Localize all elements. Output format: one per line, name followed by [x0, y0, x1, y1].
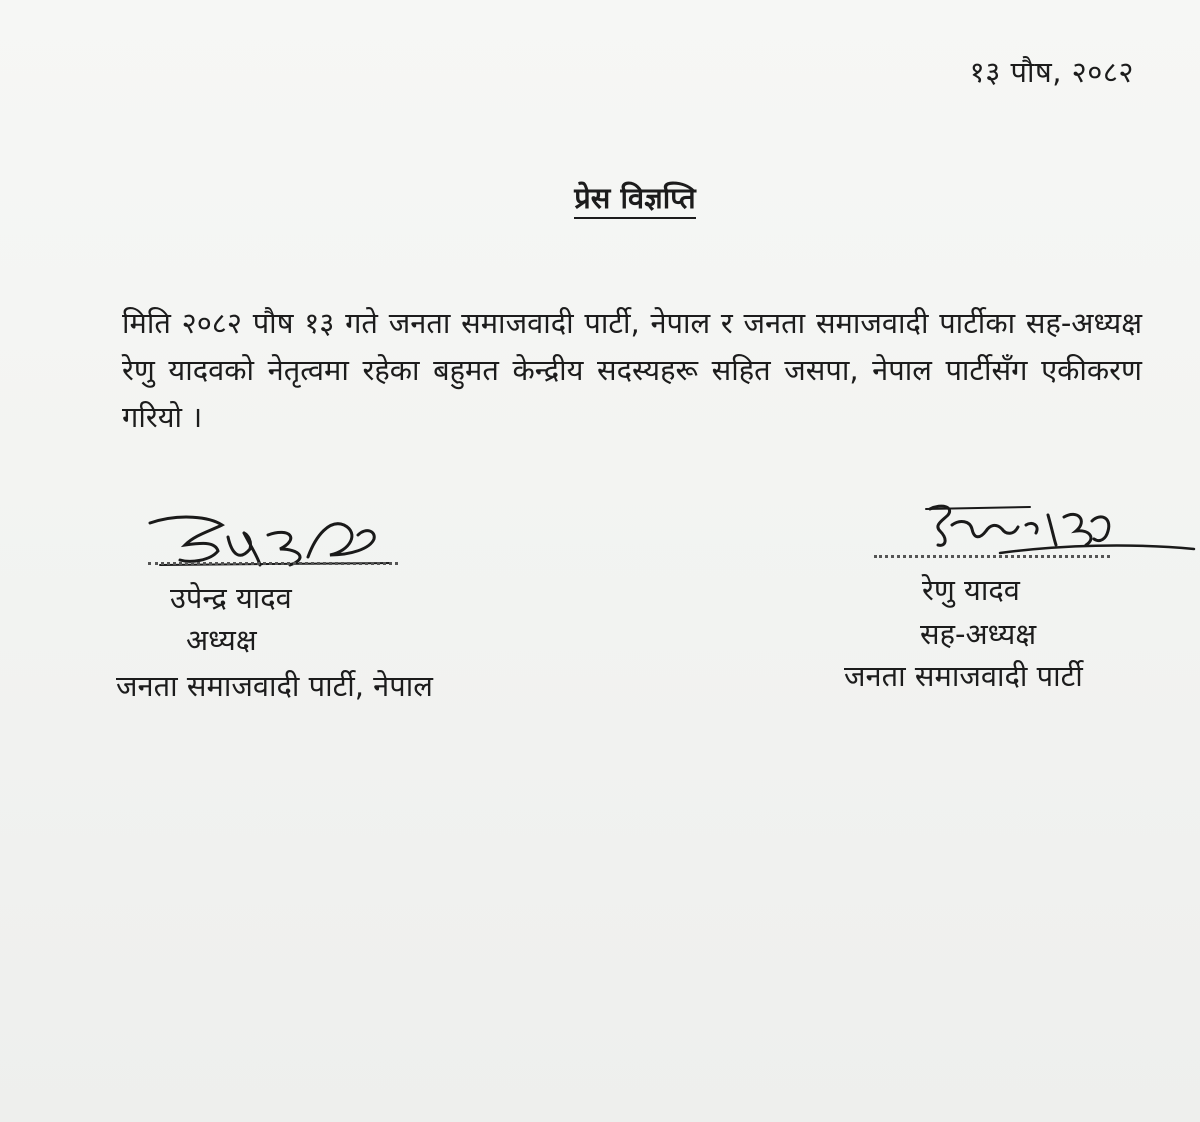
signature-left-handwriting — [140, 505, 400, 585]
document-body: मिति २०८२ पौष १३ गते जनता समाजवादी पार्टी, नेपाल र जनता समाजवादी पार्टीका सह-अध्यक्ष रेणु यादवको नेतृत्वमा रहेका बहुमत केन्द्रीय सदस्यहरू सहित जसपा, नेपाल पार्टीसँग एकीकरण गरियो । — [122, 306, 1142, 434]
document-date: १३ पौष, २०८२ — [969, 55, 1134, 89]
signatory-organization-left: जनता समाजवादी पार्टी, नेपाल — [116, 669, 433, 703]
signatory-organization-right: जनता समाजवादी पार्टी — [844, 659, 1083, 693]
document-title — [0, 178, 1200, 217]
signatory-name-left: उपेन्द्र यादव — [170, 581, 292, 615]
signature-line-left — [148, 562, 398, 565]
document-title-text: प्रेस विज्ञप्ति — [574, 181, 695, 219]
signature-line-right — [874, 555, 1110, 558]
signatory-role-right: सह-अध्यक्ष — [920, 617, 1037, 651]
signatory-name-right: रेणु यादव — [922, 573, 1020, 607]
signature-right-handwriting — [830, 495, 1200, 575]
signatory-role-left: अध्यक्ष — [186, 623, 257, 657]
